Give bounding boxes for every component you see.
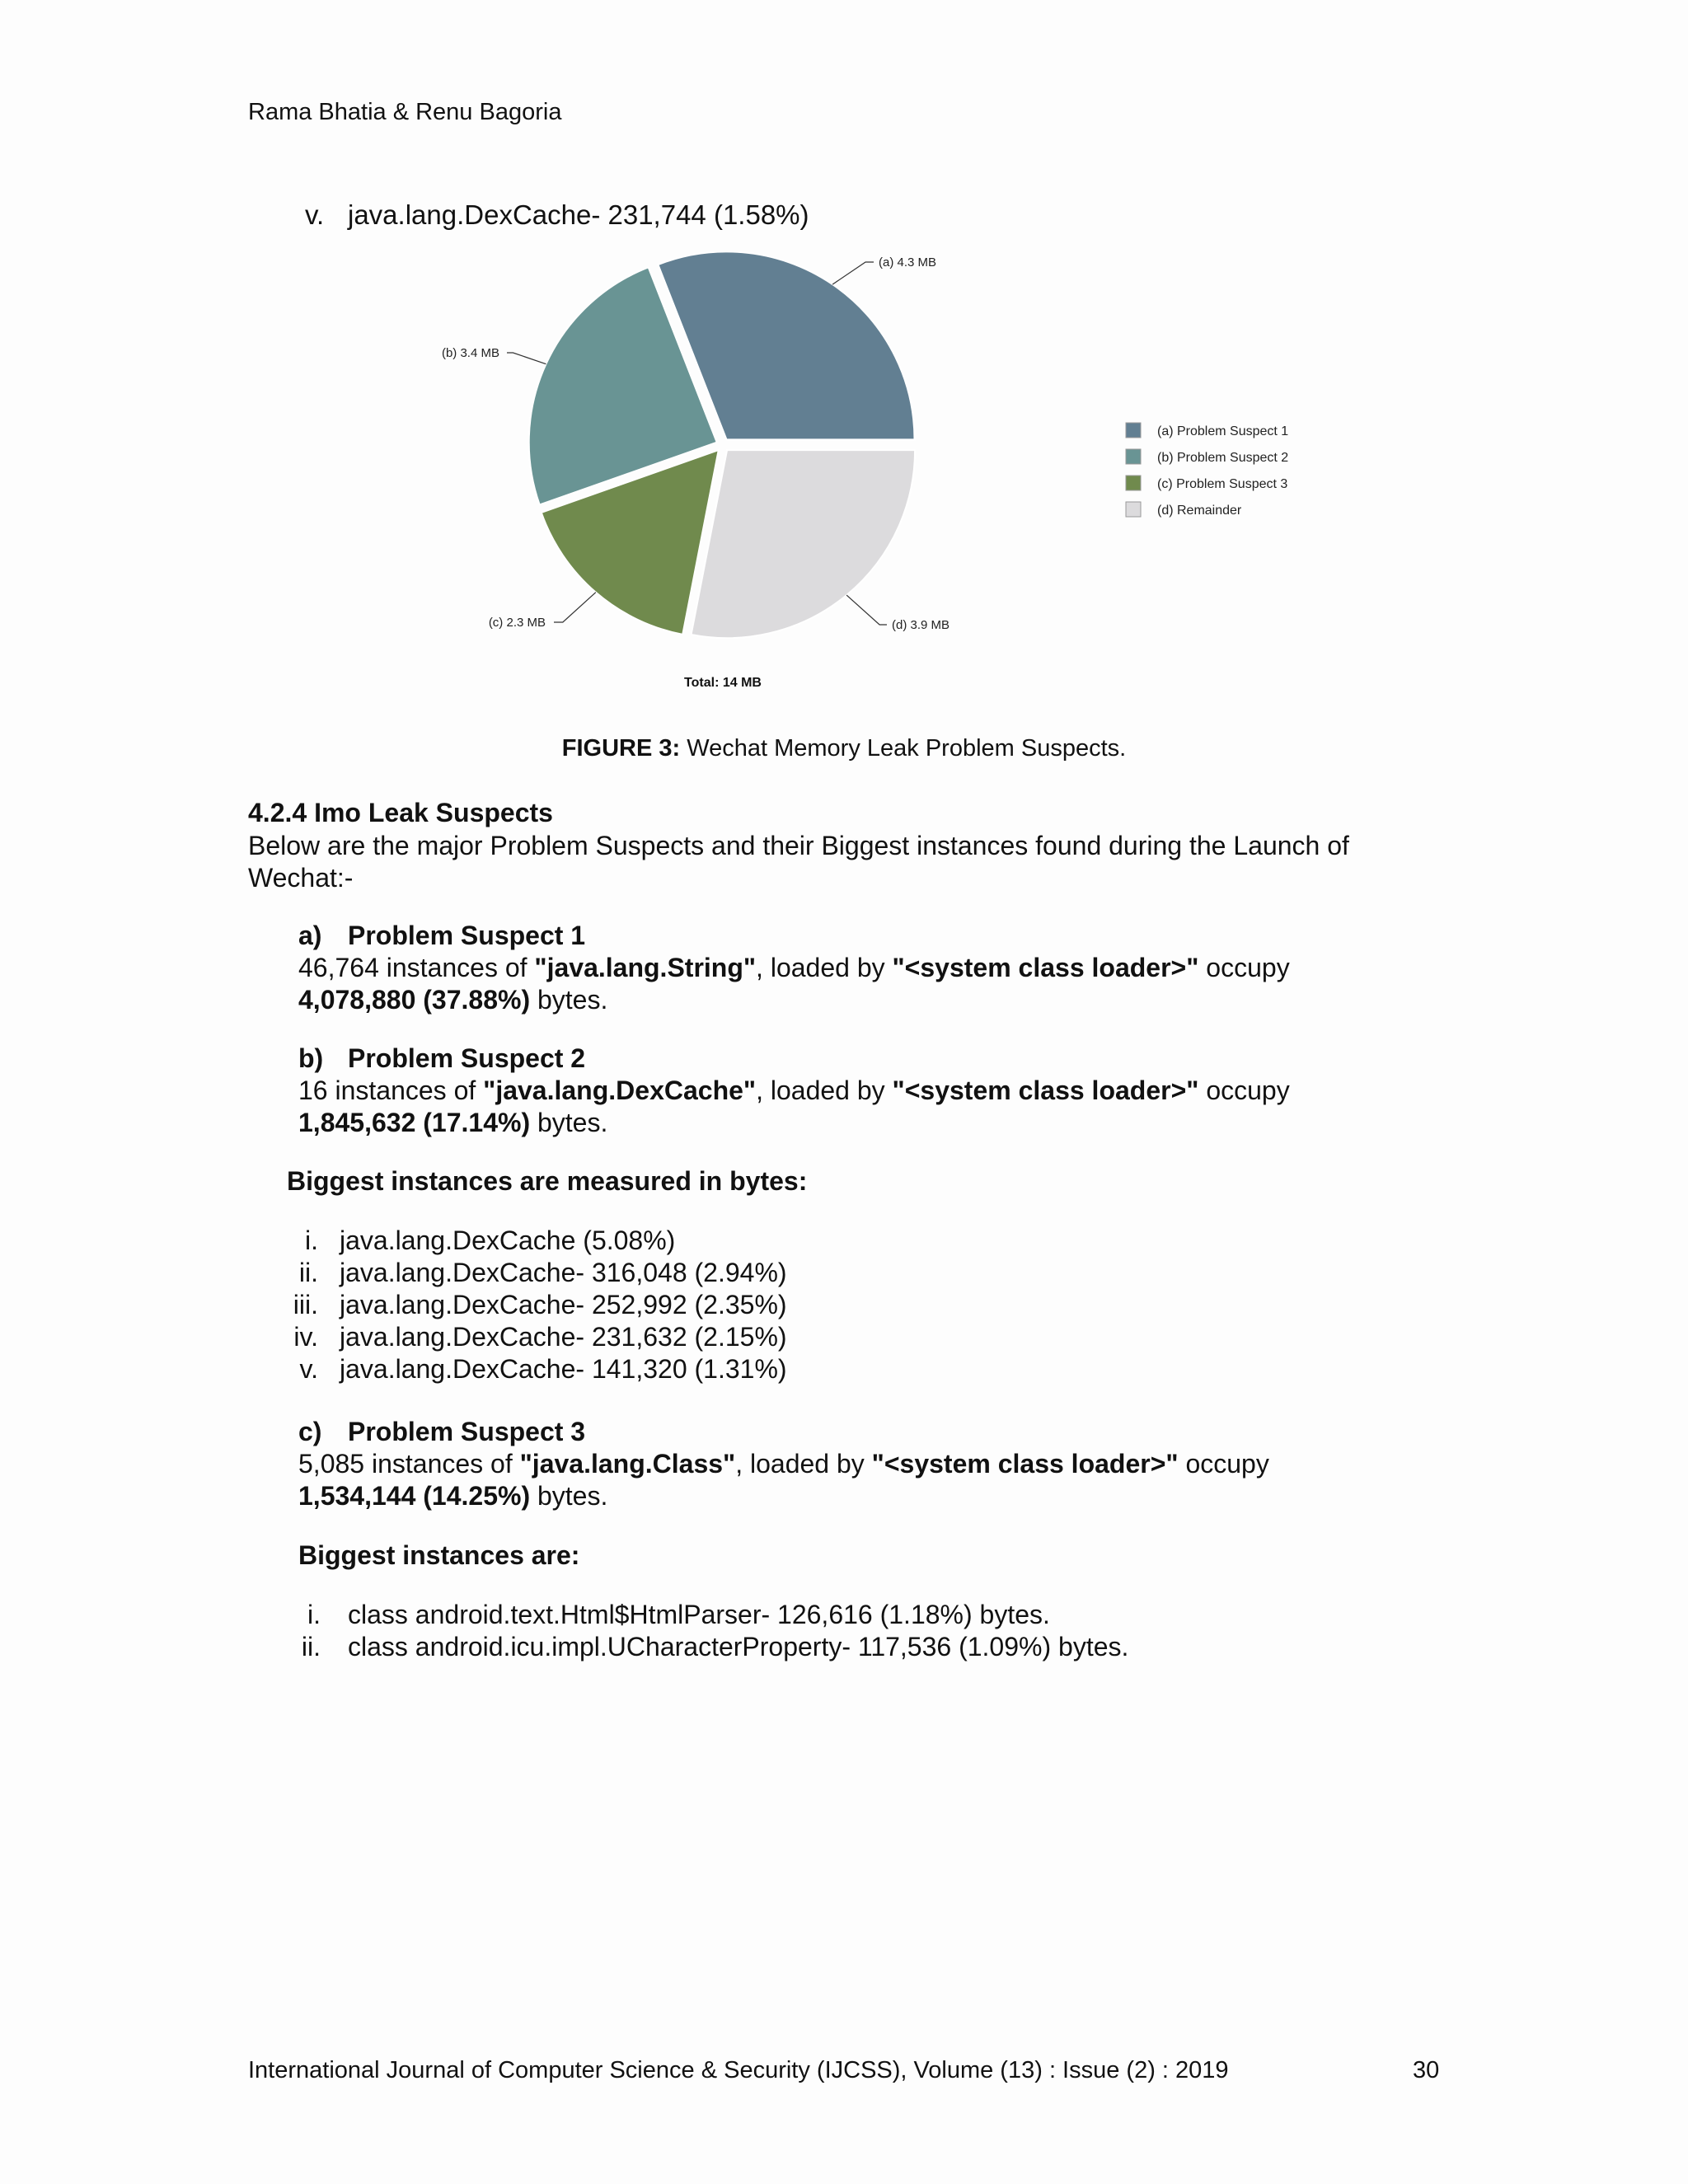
suspect-title: b) Problem Suspect 2: [298, 1043, 586, 1073]
suspect-title: a) Problem Suspect 1: [298, 921, 586, 950]
pie-slice-label-d: (d) 3.9 MB: [892, 618, 950, 632]
pie-legend: [1126, 423, 1288, 518]
suspect-description: 46,764 instances of "java.lang.String", loaded by "<system class loader>" occupy 4,078,880 (37.88%) bytes.: [298, 953, 1290, 1015]
figure-label: FIGURE 3:: [561, 735, 681, 762]
legend-swatch-a: [1126, 423, 1141, 438]
legend-entry-b: (b) Problem Suspect 2: [1157, 451, 1289, 465]
suspect-title: c) Problem Suspect 3: [298, 1417, 586, 1446]
list-item: v. java.lang.DexCache- 141,320 (1.31%): [299, 1354, 787, 1384]
legend-entry-a: (a) Problem Suspect 1: [1157, 424, 1289, 438]
pie-slice-label-a: (a) 4.3 MB: [879, 255, 937, 269]
list-heading: Biggest instances are measured in bytes:: [287, 1166, 808, 1196]
legend-swatch-d: [1126, 502, 1141, 517]
figure-caption: [0, 735, 1688, 762]
legend-swatch-c: [1126, 476, 1141, 490]
page-number: 30: [1413, 2057, 1440, 2083]
legend-entry-d: (d) Remainder: [1157, 504, 1242, 518]
pie-total-label: Total: 14 MB: [684, 676, 762, 690]
leader-line-d: [846, 595, 887, 625]
journal-footer: International Journal of Computer Science & Security (IJCSS), Volume (13) : Issue (2) : 2019: [248, 2057, 1229, 2083]
problem-suspect-3: [298, 1416, 1452, 1512]
section-intro: Below are the major Problem Suspects and their Biggest instances found during the Launch of Wechat:-: [248, 831, 1349, 893]
list-item: i. class android.text.Html$HtmlParser- 126,616 (1.18%) bytes.: [307, 1600, 1050, 1629]
pie-slice-label-b: (b) 3.4 MB: [441, 346, 499, 360]
suspect-description: 16 instances of "java.lang.DexCache", loaded by "<system class loader>" occupy 1,845,632 (17.14%) bytes.: [298, 1076, 1290, 1137]
list-item: iii. java.lang.DexCache- 252,992 (2.35%): [293, 1290, 787, 1319]
figure-caption-text: Wechat Memory Leak Problem Suspects.: [680, 735, 1127, 762]
section-heading: 4.2.4 Imo Leak Suspects: [248, 798, 553, 827]
biggest-instances-list: [298, 1599, 1128, 1663]
running-header: Rama Bhatia & Renu Bagoria: [248, 99, 562, 125]
list-item: iv. java.lang.DexCache- 231,632 (2.15%): [293, 1322, 787, 1352]
leader-line-a: [832, 262, 874, 284]
problem-suspect-2: [298, 1043, 1452, 1139]
suspect-description: 5,085 instances of "java.lang.Class", loaded by "<system class loader>" occupy 1,534,144 (14.25%) bytes.: [298, 1449, 1269, 1511]
list-item: ii. class android.icu.impl.UCharacterProperty- 117,536 (1.09%) bytes.: [301, 1632, 1129, 1661]
leader-line-b: [507, 353, 546, 364]
memory-pie-chart: [0, 0, 1688, 725]
pie-slice-label-c: (c) 2.3 MB: [488, 616, 546, 630]
problem-suspect-1: [298, 920, 1452, 1016]
legend-swatch-b: [1126, 449, 1141, 464]
biggest-instances-list: [293, 1225, 787, 1385]
leader-line-c: [554, 593, 596, 622]
list-item-number: v.: [305, 199, 325, 230]
list-item-text: java.lang.DexCache- 231,744 (1.58%): [348, 199, 809, 230]
list-item: i. java.lang.DexCache (5.08%): [305, 1226, 676, 1255]
pie-slice-d: [692, 450, 916, 638]
list-heading: Biggest instances are:: [298, 1540, 580, 1570]
pie-slices: [529, 251, 915, 638]
legend-entry-c: (c) Problem Suspect 3: [1157, 477, 1288, 491]
list-item: ii. java.lang.DexCache- 316,048 (2.94%): [298, 1258, 787, 1287]
